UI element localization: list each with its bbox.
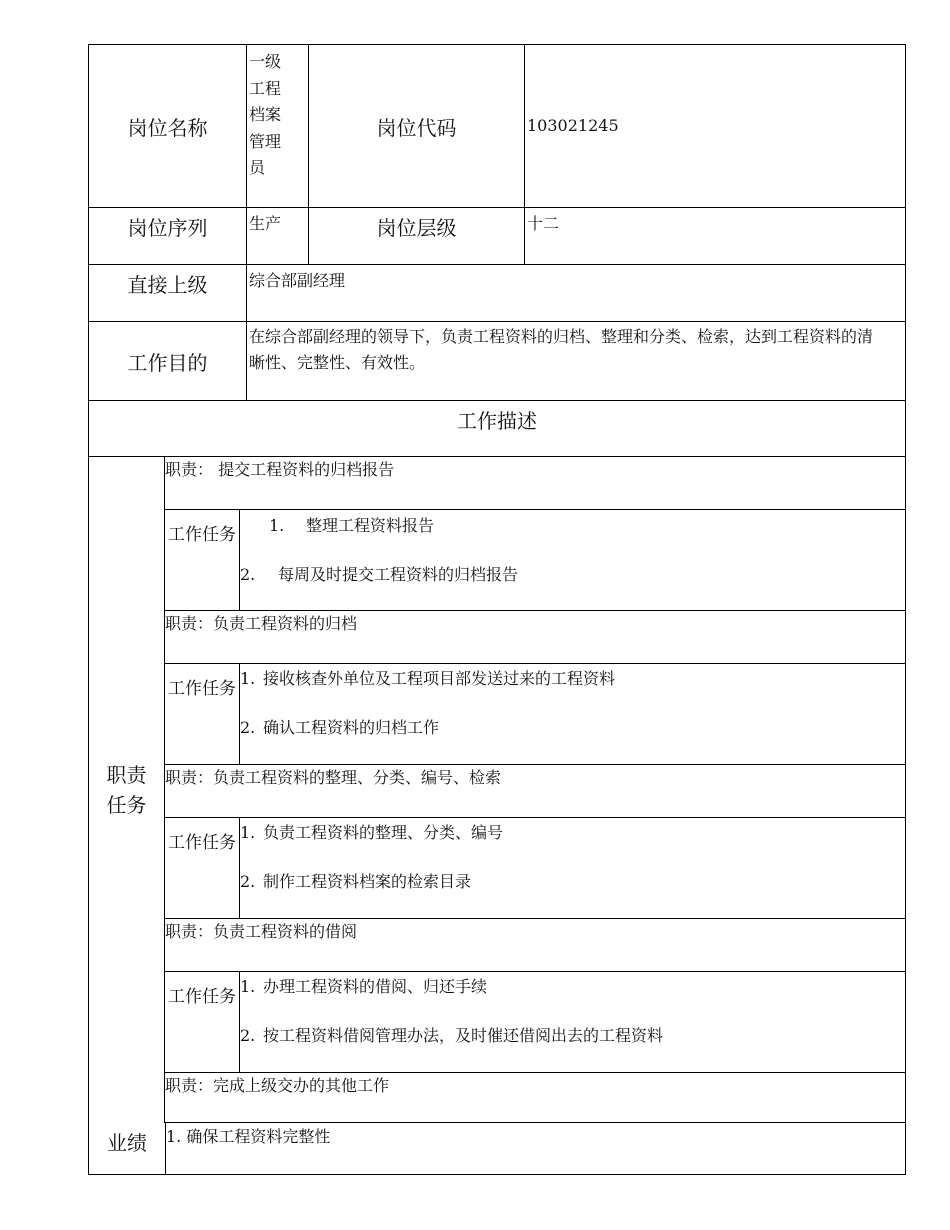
task-number: 1. xyxy=(240,669,256,688)
task-text: 负责工程资料的整理、分类、编号 xyxy=(263,823,504,842)
duties-side-text: 职责任务 xyxy=(106,763,147,817)
duty-text: 职责：负责工程资料的整理、分类、编号、检索 xyxy=(165,768,502,787)
task-number: 2. xyxy=(240,872,256,891)
task-text: 每周及时提交工程资料的归档报告 xyxy=(278,565,519,584)
post-code-value: 103021245 xyxy=(524,45,905,207)
task-row xyxy=(165,510,905,611)
superior-label: 直接上级 xyxy=(127,273,208,297)
post-name-value-cell xyxy=(246,45,308,207)
task-text: 确认工程资料的归档工作 xyxy=(263,718,440,737)
task-number: 2. xyxy=(240,565,256,584)
task-number: 1. xyxy=(240,823,256,842)
purpose-label: 工作目的 xyxy=(127,350,208,375)
task-item xyxy=(240,820,503,846)
task-item xyxy=(240,1023,663,1049)
task-text: 办理工程资料的借阅、归还手续 xyxy=(263,977,488,996)
task-number: 2. xyxy=(240,1026,256,1045)
performance-label: 业绩 xyxy=(107,1131,147,1155)
task-label: 工作任务 xyxy=(165,972,240,1072)
duty-text: 职责：完成上级交办的其他工作 xyxy=(165,1076,390,1095)
performance-value: 1. 确保工程资料完整性 xyxy=(165,1123,905,1174)
superior-row xyxy=(89,265,905,322)
description-title: 工作描述 xyxy=(457,409,537,433)
task-row xyxy=(165,818,905,919)
task-item xyxy=(240,715,439,741)
duty-text: 职责： 提交工程资料的归档报告 xyxy=(165,460,395,479)
task-item xyxy=(240,562,518,588)
duty-row xyxy=(165,1073,905,1123)
duty-row xyxy=(165,457,905,510)
description-title-row xyxy=(89,401,905,457)
post-series-value: 生产 xyxy=(246,208,308,264)
task-number: 1. xyxy=(269,516,285,535)
post-level-label: 岗位层级 xyxy=(308,208,524,264)
superior-value: 综合部副经理 xyxy=(246,265,905,321)
task-items xyxy=(240,818,905,918)
duty-text: 职责：负责工程资料的归档 xyxy=(165,614,358,633)
task-item xyxy=(240,974,487,1000)
post-series-row xyxy=(89,208,905,265)
task-number: 1. xyxy=(240,977,256,996)
duty-row xyxy=(165,919,905,972)
duty-row xyxy=(165,765,905,818)
task-items xyxy=(240,510,905,610)
post-code-label: 岗位代码 xyxy=(308,45,524,207)
post-name-value: 一级工程档案管理员 xyxy=(249,52,282,177)
performance-row xyxy=(89,1123,905,1174)
post-series-label: 岗位序列 xyxy=(127,216,208,240)
post-name-label: 岗位名称 xyxy=(127,115,208,140)
task-label: 工作任务 xyxy=(165,818,240,918)
task-items xyxy=(240,972,905,1072)
post-name-row xyxy=(89,45,905,208)
task-text: 按工程资料借阅管理办法，及时催还借阅出去的工程资料 xyxy=(263,1026,664,1045)
task-text: 制作工程资料档案的检索目录 xyxy=(263,872,472,891)
purpose-row xyxy=(89,322,905,401)
job-description-table xyxy=(88,44,906,1175)
task-item xyxy=(240,666,615,692)
task-row xyxy=(165,664,905,765)
task-number: 2. xyxy=(240,718,256,737)
task-item xyxy=(269,513,434,539)
duties-side-label xyxy=(89,457,165,1123)
task-text: 整理工程资料报告 xyxy=(306,516,435,535)
task-label: 工作任务 xyxy=(165,510,240,610)
post-level-value: 十二 xyxy=(524,208,905,264)
task-text: 接收核查外单位及工程项目部发送过来的工程资料 xyxy=(263,669,616,688)
task-label: 工作任务 xyxy=(165,664,240,764)
duty-text: 职责：负责工程资料的借阅 xyxy=(165,922,358,941)
purpose-value: 在综合部副经理的领导下，负责工程资料的归档、整理和分类、检索，达到工程资料的清晰性、完整性、有效性。 xyxy=(246,322,905,400)
task-items xyxy=(240,664,905,764)
task-item xyxy=(240,869,471,895)
task-row xyxy=(165,972,905,1073)
duty-row xyxy=(165,611,905,664)
